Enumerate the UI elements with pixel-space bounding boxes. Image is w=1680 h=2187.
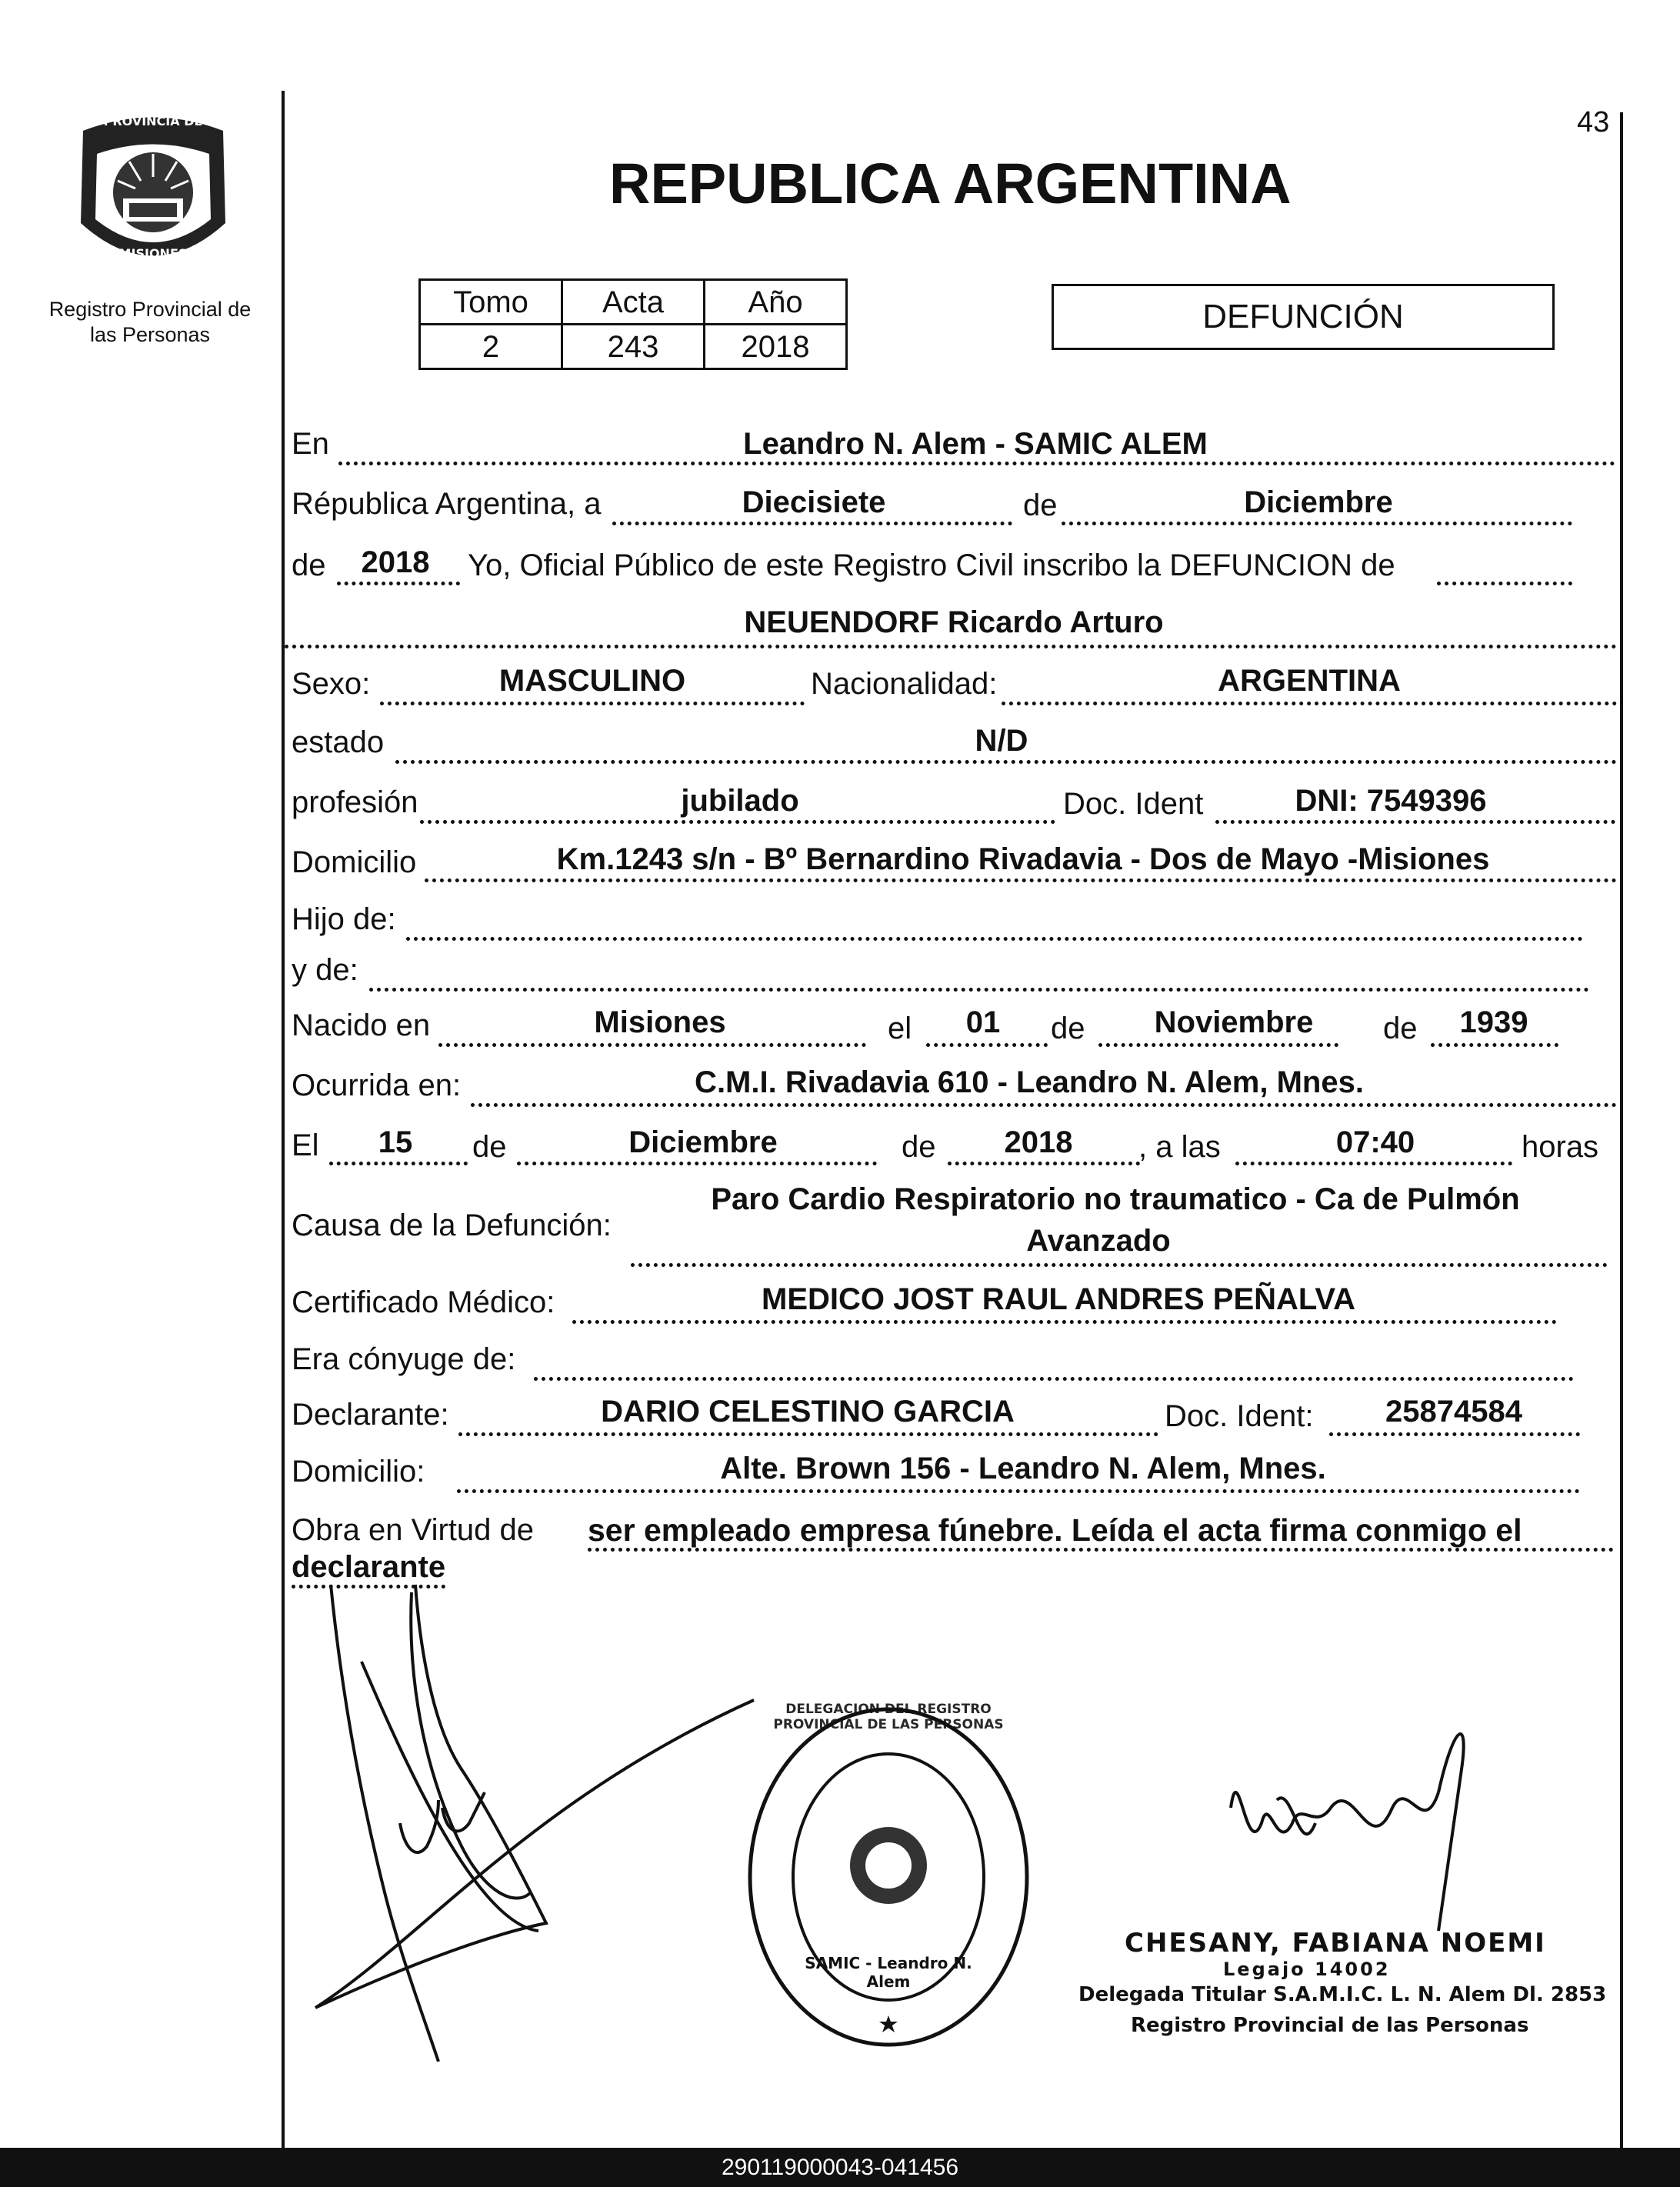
label-republica: Républica Argentina, a	[292, 487, 602, 521]
registry-name-line2: las Personas	[89, 323, 211, 346]
dots-anio	[337, 582, 460, 585]
value-dni: DNI: 7549396	[1295, 784, 1487, 818]
official-signature	[1215, 1708, 1492, 1939]
record-value-tomo: 2	[420, 325, 562, 369]
dots-obra	[588, 1548, 1614, 1552]
official-legajo: Legajo 14002	[1223, 1959, 1391, 1980]
registry-seal	[68, 108, 238, 277]
label-domicilio-2: Domicilio:	[292, 1455, 425, 1489]
dots-sexo	[380, 702, 805, 705]
official-stamp	[742, 1700, 1035, 2054]
label-de-6: de	[902, 1130, 936, 1164]
record-header-acta: Acta	[562, 280, 705, 325]
label-de-2: de	[292, 548, 326, 582]
value-sexo: MASCULINO	[498, 664, 686, 698]
record-value-anio: 2018	[705, 325, 847, 369]
value-mes: Diciembre	[1244, 485, 1393, 519]
dots-mes	[1062, 522, 1572, 525]
value-nombre: NEUENDORF Ricardo Arturo	[744, 605, 1164, 639]
record-table	[418, 278, 848, 370]
value-profesion: jubilado	[681, 784, 799, 818]
dots-estado	[395, 760, 1617, 764]
value-nacido-en: Misiones	[594, 1005, 726, 1039]
stamp-ring-text: DELEGACION DEL REGISTRO PROVINCIAL DE LAS PERSONAS	[773, 1702, 1004, 1732]
label-y-de: y de:	[292, 953, 358, 987]
dots-nacido-en	[438, 1043, 866, 1047]
value-nacionalidad: ARGENTINA	[1218, 664, 1401, 698]
dots-dia-texto	[612, 522, 1012, 525]
dots-declarante-doc	[1329, 1432, 1580, 1436]
registry-name	[31, 297, 269, 348]
value-anio: 2018	[361, 545, 430, 579]
page-number: 43	[1577, 106, 1610, 138]
label-nacido-en: Nacido en	[292, 1008, 431, 1042]
dots-nacionalidad	[1002, 702, 1617, 705]
value-obra-1: ser empleado empresa fúnebre. Leída el acta firma conmigo el	[588, 1512, 1522, 1548]
label-doc-ident: Doc. Ident	[1063, 787, 1204, 821]
label-horas: horas	[1522, 1130, 1599, 1164]
seal-text-top: PROVINCIA DE	[103, 114, 203, 128]
value-nac-dia: 01	[965, 1005, 1001, 1039]
value-domicilio: Km.1243 s/n - Bº Bernardino Rivadavia - Dos de Mayo -Misiones	[556, 842, 1490, 876]
record-header-anio: Año	[705, 280, 847, 325]
registry-name-line1: Registro Provincial de	[48, 298, 252, 321]
value-estado: N/D	[975, 724, 1028, 758]
dots-dni	[1215, 820, 1615, 824]
dots-declarante	[458, 1432, 1158, 1436]
label-de-5: de	[472, 1130, 507, 1164]
dots-domicilio-2	[457, 1489, 1580, 1493]
label-el-cap: El	[292, 1129, 319, 1162]
official-title: Delegada Titular S.A.M.I.C. L. N. Alem Dl. 2853	[1078, 1983, 1607, 2006]
stamp-inner-text: SAMIC - Leandro N. Alem	[805, 1954, 972, 1991]
value-obra-2: declarante	[292, 1550, 446, 1584]
label-el: el	[888, 1012, 912, 1045]
value-declarante-doc: 25874584	[1385, 1395, 1522, 1429]
official-registry: Registro Provincial de las Personas	[1131, 2014, 1529, 2037]
value-declarante-domicilio: Alte. Brown 156 - Leandro N. Alem, Mnes.	[720, 1452, 1326, 1485]
dots-ocurrida-en	[471, 1103, 1617, 1107]
label-de-3: de	[1051, 1012, 1085, 1045]
dots-hijo-de	[406, 937, 1583, 941]
label-nacionalidad: Nacionalidad:	[811, 667, 998, 701]
dots-def-hora	[1235, 1162, 1512, 1165]
dots-nac-dia	[926, 1043, 1048, 1047]
dots-def-mes	[517, 1162, 877, 1165]
dots-conyuge	[534, 1377, 1574, 1381]
label-declarante: Declarante:	[292, 1398, 449, 1432]
value-def-anio: 2018	[1004, 1125, 1073, 1159]
value-def-dia: 15	[378, 1125, 413, 1159]
value-ocurrida-en: C.M.I. Rivadavia 610 - Leandro N. Alem, Mnes.	[695, 1065, 1364, 1099]
value-certificado: MEDICO JOST RAUL ANDRES PEÑALVA	[762, 1282, 1355, 1316]
value-def-mes: Diciembre	[628, 1125, 778, 1159]
dots-lugar	[338, 462, 1615, 465]
dots-nac-anio	[1431, 1043, 1558, 1047]
value-nac-mes: Noviembre	[1154, 1005, 1314, 1039]
record-table-header-row	[420, 280, 847, 325]
label-conyuge: Era cónyuge de:	[292, 1342, 516, 1376]
declarant-signature	[285, 1569, 785, 2062]
dots-def-anio	[948, 1162, 1140, 1165]
label-yo-oficial: Yo, Oficial Público de este Registro Civil inscribo la DEFUNCION de	[468, 548, 1395, 582]
label-en: En	[292, 427, 329, 461]
label-certificado: Certificado Médico:	[292, 1285, 555, 1319]
dots-y-de	[369, 988, 1589, 992]
dots-domicilio	[425, 878, 1617, 882]
value-causa-2: Avanzado	[1026, 1224, 1171, 1258]
value-nac-anio: 1939	[1459, 1005, 1528, 1039]
right-margin-line	[1620, 112, 1623, 2148]
dots-profesion	[420, 820, 1055, 824]
label-a-las: , a las	[1138, 1130, 1221, 1164]
value-lugar: Leandro N. Alem - SAMIC ALEM	[743, 427, 1208, 461]
label-de-4: de	[1383, 1012, 1418, 1045]
seal-text-bottom: MISIONES	[118, 246, 188, 261]
dots-causa	[631, 1263, 1608, 1267]
dots-nac-mes	[1098, 1043, 1338, 1047]
value-def-hora: 07:40	[1335, 1125, 1415, 1159]
label-sexo: Sexo:	[292, 667, 371, 701]
label-causa: Causa de la Defunción:	[292, 1209, 612, 1242]
label-doc-ident-2: Doc. Ident:	[1165, 1399, 1314, 1433]
record-type-box: DEFUNCIÓN	[1052, 284, 1555, 350]
label-domicilio: Domicilio	[292, 845, 417, 879]
dots-certificado	[572, 1320, 1557, 1324]
stamp-seal-icon	[742, 1700, 1035, 2054]
official-name: CHESANY, FABIANA NOEMI	[1125, 1928, 1546, 1959]
dots-def-dia	[329, 1162, 468, 1165]
value-dia-texto: Diecisiete	[742, 485, 886, 519]
record-table-value-row	[420, 325, 847, 369]
label-estado: estado	[292, 725, 385, 759]
page-title: REPUBLICA ARGENTINA	[609, 152, 1292, 215]
record-value-acta: 243	[562, 325, 705, 369]
label-ocurrida-en: Ocurrida en:	[292, 1068, 462, 1102]
label-profesion: profesión	[292, 785, 418, 819]
barcode-number-bar: 290119000043-041456	[0, 2148, 1680, 2187]
label-obra: Obra en Virtud de	[292, 1513, 535, 1547]
record-header-tomo: Tomo	[420, 280, 562, 325]
value-declarante: DARIO CELESTINO GARCIA	[601, 1395, 1015, 1429]
dots-yo-oficial-end	[1437, 582, 1572, 585]
label-hijo-de: Hijo de:	[292, 902, 396, 936]
dots-nombre	[285, 645, 1617, 648]
label-de-1: de	[1023, 488, 1058, 522]
value-causa-1: Paro Cardio Respiratorio no traumatico - Ca de Pulmón	[711, 1182, 1520, 1216]
